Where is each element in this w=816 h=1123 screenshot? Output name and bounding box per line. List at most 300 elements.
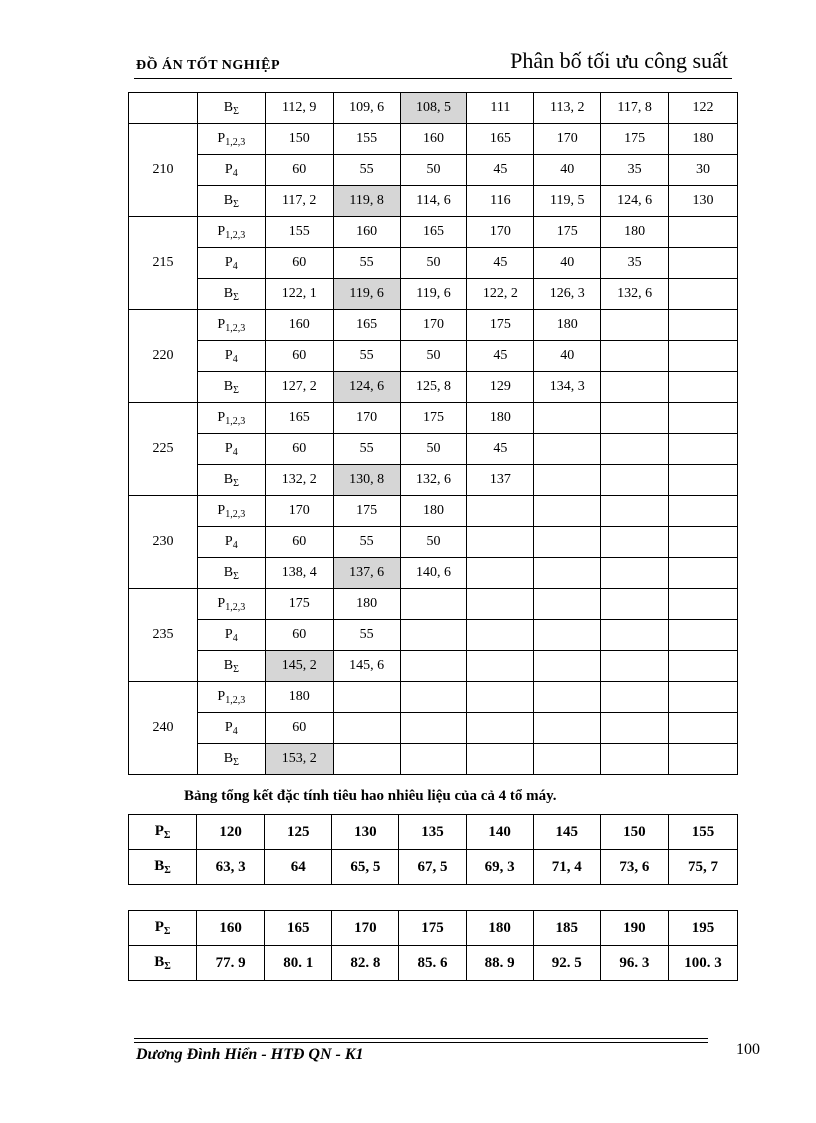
p4-value-cell: [534, 713, 601, 744]
b-sigma-label: [197, 558, 265, 589]
b-sigma-label: [197, 744, 265, 775]
p123-value-cell: 180: [400, 496, 467, 527]
p123-value-cell: [601, 310, 669, 341]
b-value-cell: 117, 2: [265, 186, 333, 217]
b-value-cell: [534, 651, 601, 682]
p4-value-cell: 40: [534, 155, 601, 186]
p123-value-cell: [534, 403, 601, 434]
fuel-consumption-table-body: [129, 93, 738, 775]
p4-value-cell: [467, 713, 534, 744]
table-row: [129, 496, 738, 527]
p123-value-cell: 175: [534, 217, 601, 248]
p4-value-cell: 50: [400, 248, 467, 279]
p123-value-cell: 165: [467, 124, 534, 155]
b-sigma-label: [197, 93, 265, 124]
b-value-cell: [601, 744, 669, 775]
table-row: [129, 124, 738, 155]
table-row: [129, 403, 738, 434]
b-value-cell: [534, 744, 601, 775]
b-value-cell: 129: [467, 372, 534, 403]
p123-value-cell: [601, 589, 669, 620]
p123-label-base: P: [217, 130, 226, 146]
p4-value-cell: 55: [333, 341, 400, 372]
p123-value-cell: 175: [265, 589, 333, 620]
b-value-cell: [400, 651, 467, 682]
table-row: [129, 217, 738, 248]
b-sum-cell: 71, 4: [533, 850, 600, 885]
b-sigma-label-subscript: Σ: [233, 384, 239, 396]
header-left-title: ĐỒ ÁN TỐT NGHIỆP: [136, 58, 281, 73]
p4-value-cell: [669, 434, 738, 465]
p4-label-base: P: [224, 254, 233, 270]
p123-value-cell: 170: [534, 124, 601, 155]
p123-value-cell: 180: [467, 403, 534, 434]
p4-value-cell: 55: [333, 434, 400, 465]
b-sum-cell: 63, 3: [197, 850, 265, 885]
b-value-cell: [669, 465, 738, 496]
b-sum-cell: 64: [265, 850, 332, 885]
p4-value-cell: 60: [265, 155, 333, 186]
b-value-cell: [601, 651, 669, 682]
b-value-cell: [467, 558, 534, 589]
p4-value-cell: 60: [265, 713, 333, 744]
b-value-cell: 117, 8: [601, 93, 669, 124]
b-sum-cell: 80. 1: [265, 946, 332, 981]
p-sum-cell: 135: [399, 815, 466, 850]
b-sigma-label: [197, 651, 265, 682]
b-sigma-label: [197, 372, 265, 403]
load-value-cell: 240: [129, 682, 198, 775]
p123-value-cell: [467, 682, 534, 713]
b-value-cell: [467, 651, 534, 682]
p123-value-cell: 175: [333, 496, 400, 527]
p4-value-cell: [601, 713, 669, 744]
p4-value-cell: 50: [400, 434, 467, 465]
b-sum-cell: 75, 7: [668, 850, 737, 885]
b-value-cell: [534, 558, 601, 589]
p123-value-cell: [534, 496, 601, 527]
table-row: [129, 93, 738, 124]
p4-value-cell: 50: [400, 527, 467, 558]
p4-value-cell: [669, 620, 738, 651]
b-value-cell: 119, 6: [400, 279, 467, 310]
p4-value-cell: [467, 527, 534, 558]
b-value-cell: [534, 465, 601, 496]
b-sum-cell: 96. 3: [600, 946, 668, 981]
p123-label: [197, 124, 265, 155]
b-value-cell: 116: [467, 186, 534, 217]
p-sum-cell: 130: [332, 815, 399, 850]
table-row: [129, 589, 738, 620]
p4-label-subscript: 4: [232, 167, 238, 179]
p-sum-cell: 185: [533, 911, 600, 946]
p-sigma-label-base: P: [154, 919, 164, 935]
table-row: [129, 248, 738, 279]
p4-value-cell: 60: [265, 341, 333, 372]
p-sigma-label-subscript: Σ: [163, 830, 171, 841]
p123-value-cell: [601, 496, 669, 527]
p123-value-cell: [601, 403, 669, 434]
p4-value-cell: 55: [333, 527, 400, 558]
p123-label: [197, 217, 265, 248]
table-row: [129, 186, 738, 217]
p4-value-cell: 45: [467, 341, 534, 372]
b-value-cell: 140, 6: [400, 558, 467, 589]
b-sigma-label-base: B: [223, 471, 234, 487]
table-row: [129, 465, 738, 496]
b-value-cell: 114, 6: [400, 186, 467, 217]
p123-value-cell: [534, 589, 601, 620]
p4-label-base: P: [224, 347, 233, 363]
p123-value-cell: [467, 589, 534, 620]
p4-label: [197, 713, 265, 744]
p4-value-cell: [669, 713, 738, 744]
p123-value-cell: 160: [265, 310, 333, 341]
p4-label-base: P: [224, 719, 233, 735]
b-sigma-label-base: B: [223, 657, 234, 673]
b-sigma-label-subscript: Σ: [233, 570, 239, 582]
b-value-cell: 122, 1: [265, 279, 333, 310]
p123-label-base: P: [217, 316, 226, 332]
p123-label: [197, 496, 265, 527]
b-value-cell: [669, 744, 738, 775]
p123-value-cell: [669, 217, 738, 248]
b-sigma-label-base: B: [223, 99, 234, 115]
b-sigma-label: [129, 850, 197, 885]
p4-value-cell: [534, 527, 601, 558]
footer-rule-bottom: [134, 1042, 708, 1043]
b-sigma-label-subscript: Σ: [233, 105, 239, 117]
b-sigma-label-base: B: [223, 564, 234, 580]
p-sum-cell: 190: [600, 911, 668, 946]
b-value-cell: 130, 8: [333, 465, 400, 496]
header-right-title: Phân bố tối ưu công suất: [510, 48, 728, 73]
summary-table-2-body: [129, 911, 738, 981]
p4-value-cell: 55: [333, 248, 400, 279]
p123-label-subscript: 1,2,3: [225, 229, 246, 241]
p123-value-cell: 180: [265, 682, 333, 713]
table-row: [129, 713, 738, 744]
table-row: [129, 155, 738, 186]
p123-value-cell: 165: [333, 310, 400, 341]
p4-value-cell: [601, 341, 669, 372]
p123-value-cell: [534, 682, 601, 713]
p123-value-cell: 155: [265, 217, 333, 248]
b-value-cell: 125, 8: [400, 372, 467, 403]
p-sigma-label-base: P: [154, 823, 164, 839]
b-value-cell: 138, 4: [265, 558, 333, 589]
p123-label-subscript: 1,2,3: [225, 322, 246, 334]
b-value-cell: 127, 2: [265, 372, 333, 403]
p123-value-cell: [333, 682, 400, 713]
p123-value-cell: 175: [467, 310, 534, 341]
b-sum-cell: 77. 9: [197, 946, 265, 981]
p-sum-cell: 145: [533, 815, 600, 850]
p4-label: [197, 620, 265, 651]
p-sum-cell: 180: [466, 911, 533, 946]
b-sum-cell: 65, 5: [332, 850, 399, 885]
p-sum-cell: 195: [668, 911, 737, 946]
p4-value-cell: [400, 713, 467, 744]
b-value-cell: 111: [467, 93, 534, 124]
b-value-cell: 145, 2: [265, 651, 333, 682]
p123-label: [197, 310, 265, 341]
p-sum-cell: 175: [399, 911, 466, 946]
b-value-cell: 124, 6: [601, 186, 669, 217]
b-value-cell: [669, 372, 738, 403]
p123-label-subscript: 1,2,3: [225, 136, 246, 148]
p123-value-cell: 180: [601, 217, 669, 248]
p123-value-cell: 170: [467, 217, 534, 248]
b-sigma-label-subscript: Σ: [164, 865, 171, 876]
b-value-cell: 124, 6: [333, 372, 400, 403]
p4-value-cell: 45: [467, 155, 534, 186]
p4-label-subscript: 4: [232, 539, 238, 551]
b-value-cell: 134, 3: [534, 372, 601, 403]
p4-value-cell: 40: [534, 248, 601, 279]
b-value-cell: 122: [669, 93, 738, 124]
footer-rule-top: [134, 1038, 708, 1039]
b-value-cell: 137, 6: [333, 558, 400, 589]
table-row: [129, 744, 738, 775]
b-value-cell: [669, 651, 738, 682]
b-value-cell: 153, 2: [265, 744, 333, 775]
load-value-cell: 215: [129, 217, 198, 310]
p4-value-cell: [669, 341, 738, 372]
p4-value-cell: 35: [601, 155, 669, 186]
p123-value-cell: 160: [333, 217, 400, 248]
b-value-cell: 113, 2: [534, 93, 601, 124]
p4-value-cell: 50: [400, 341, 467, 372]
b-sum-cell: 67, 5: [399, 850, 466, 885]
b-value-cell: [669, 279, 738, 310]
p-sigma-label: [129, 911, 197, 946]
b-sum-cell: 88. 9: [466, 946, 533, 981]
p123-label-subscript: 1,2,3: [225, 508, 246, 520]
table-row: [129, 341, 738, 372]
p4-label: [197, 155, 265, 186]
b-sum-cell: 82. 8: [332, 946, 399, 981]
p4-value-cell: 60: [265, 434, 333, 465]
p4-value-cell: [601, 434, 669, 465]
p4-value-cell: 60: [265, 620, 333, 651]
p123-value-cell: 170: [400, 310, 467, 341]
p123-value-cell: [669, 589, 738, 620]
b-sigma-label-base: B: [154, 954, 165, 970]
p4-label-subscript: 4: [232, 353, 238, 365]
p4-value-cell: 60: [265, 527, 333, 558]
table-row: [129, 527, 738, 558]
p123-value-cell: [601, 682, 669, 713]
b-value-cell: 145, 6: [333, 651, 400, 682]
p4-value-cell: 55: [333, 620, 400, 651]
p123-label-subscript: 1,2,3: [225, 694, 246, 706]
b-sum-cell: 100. 3: [668, 946, 737, 981]
b-sigma-label-base: B: [223, 285, 234, 301]
p4-value-cell: 45: [467, 248, 534, 279]
table-row: [129, 911, 738, 946]
p-sum-cell: 125: [265, 815, 332, 850]
p4-label-base: P: [224, 626, 233, 642]
p4-label: [197, 434, 265, 465]
load-value-cell: 210: [129, 124, 198, 217]
p4-value-cell: 40: [534, 341, 601, 372]
b-sigma-label-subscript: Σ: [233, 198, 239, 210]
b-sigma-label: [197, 465, 265, 496]
p123-label-subscript: 1,2,3: [225, 601, 246, 613]
p123-value-cell: 160: [400, 124, 467, 155]
p4-label-subscript: 4: [232, 446, 238, 458]
table-row: [129, 372, 738, 403]
p4-label: [197, 341, 265, 372]
b-sigma-label-subscript: Σ: [164, 961, 171, 972]
b-sigma-label-base: B: [223, 750, 234, 766]
footer-author: Dương Đình Hiển - HTĐ QN - K1: [136, 1046, 364, 1063]
p123-label: [197, 589, 265, 620]
b-sigma-label-subscript: Σ: [233, 663, 239, 675]
p-sum-cell: 160: [197, 911, 265, 946]
table-row: [129, 682, 738, 713]
b-sum-cell: 69, 3: [466, 850, 533, 885]
p4-value-cell: 50: [400, 155, 467, 186]
p4-value-cell: 45: [467, 434, 534, 465]
b-value-cell: 109, 6: [333, 93, 400, 124]
p123-value-cell: [467, 496, 534, 527]
p4-label: [197, 527, 265, 558]
b-sigma-label: [129, 946, 197, 981]
load-value-cell: 225: [129, 403, 198, 496]
p-sigma-label-subscript: Σ: [163, 926, 171, 937]
load-value-cell: 230: [129, 496, 198, 589]
load-cell-empty: [129, 93, 198, 124]
b-value-cell: 132, 6: [400, 465, 467, 496]
p123-label: [197, 682, 265, 713]
b-value-cell: 119, 8: [333, 186, 400, 217]
p123-label: [197, 403, 265, 434]
p123-value-cell: 165: [265, 403, 333, 434]
b-value-cell: 119, 5: [534, 186, 601, 217]
p-sum-cell: 170: [332, 911, 399, 946]
table-row: [129, 850, 738, 885]
p123-label-base: P: [217, 688, 226, 704]
p4-value-cell: [601, 527, 669, 558]
p123-value-cell: 175: [400, 403, 467, 434]
p-sum-cell: 150: [600, 815, 668, 850]
b-sum-cell: 73, 6: [600, 850, 668, 885]
summary-caption: Bảng tổng kết đặc tính tiêu hao nhiêu liệu của cả 4 tổ máy.: [184, 788, 557, 804]
p123-label-subscript: 1,2,3: [225, 415, 246, 427]
b-sigma-label: [197, 279, 265, 310]
b-value-cell: 126, 3: [534, 279, 601, 310]
p-sum-cell: 155: [668, 815, 737, 850]
b-sigma-label-subscript: Σ: [233, 291, 239, 303]
p4-value-cell: [333, 713, 400, 744]
p4-value-cell: [400, 620, 467, 651]
summary-table-1: [128, 814, 738, 885]
p123-value-cell: 155: [333, 124, 400, 155]
p4-label-subscript: 4: [232, 632, 238, 644]
table-row: [129, 434, 738, 465]
b-value-cell: 130: [669, 186, 738, 217]
table-row: [129, 946, 738, 981]
p4-label-subscript: 4: [232, 725, 238, 737]
p123-value-cell: 165: [400, 217, 467, 248]
table-row: [129, 815, 738, 850]
p-sum-cell: 120: [197, 815, 265, 850]
b-sigma-label-subscript: Σ: [233, 756, 239, 768]
p123-label-base: P: [217, 502, 226, 518]
p4-value-cell: [669, 248, 738, 279]
p4-label-base: P: [224, 440, 233, 456]
p4-label-base: P: [224, 533, 233, 549]
p123-value-cell: 170: [265, 496, 333, 527]
page-number: 100: [736, 1041, 760, 1058]
p4-value-cell: [534, 434, 601, 465]
summary-table-2: [128, 910, 738, 981]
p4-value-cell: 30: [669, 155, 738, 186]
b-value-cell: [669, 558, 738, 589]
fuel-consumption-table: [128, 92, 738, 775]
b-value-cell: 132, 2: [265, 465, 333, 496]
p123-value-cell: [669, 682, 738, 713]
b-value-cell: 108, 5: [400, 93, 467, 124]
p4-value-cell: [601, 620, 669, 651]
p123-label-base: P: [217, 409, 226, 425]
p4-value-cell: [669, 527, 738, 558]
table-row: [129, 558, 738, 589]
p4-value-cell: 55: [333, 155, 400, 186]
p123-value-cell: 180: [669, 124, 738, 155]
b-value-cell: 122, 2: [467, 279, 534, 310]
b-sum-cell: 92. 5: [533, 946, 600, 981]
p123-value-cell: 175: [601, 124, 669, 155]
p4-value-cell: [467, 620, 534, 651]
p4-value-cell: [534, 620, 601, 651]
p123-value-cell: 170: [333, 403, 400, 434]
table-row: [129, 310, 738, 341]
b-value-cell: [400, 744, 467, 775]
b-value-cell: 137: [467, 465, 534, 496]
b-sigma-label: [197, 186, 265, 217]
p123-value-cell: [400, 589, 467, 620]
b-sigma-label-base: B: [154, 858, 165, 874]
p123-value-cell: 180: [534, 310, 601, 341]
table-row: [129, 279, 738, 310]
b-value-cell: 119, 6: [333, 279, 400, 310]
b-sum-cell: 85. 6: [399, 946, 466, 981]
b-value-cell: [601, 465, 669, 496]
b-value-cell: 112, 9: [265, 93, 333, 124]
b-value-cell: [601, 558, 669, 589]
p123-value-cell: 180: [333, 589, 400, 620]
p4-label-base: P: [224, 161, 233, 177]
p123-value-cell: [400, 682, 467, 713]
b-sigma-label-base: B: [223, 192, 234, 208]
b-sigma-label-base: B: [223, 378, 234, 394]
p4-value-cell: 35: [601, 248, 669, 279]
p123-value-cell: [669, 403, 738, 434]
load-value-cell: 220: [129, 310, 198, 403]
p123-label-base: P: [217, 223, 226, 239]
p4-label: [197, 248, 265, 279]
load-value-cell: 235: [129, 589, 198, 682]
b-value-cell: [601, 372, 669, 403]
b-sigma-label-subscript: Σ: [233, 477, 239, 489]
p-sum-cell: 165: [265, 911, 332, 946]
summary-table-1-body: [129, 815, 738, 885]
b-value-cell: 132, 6: [601, 279, 669, 310]
header-rule: [134, 78, 732, 79]
